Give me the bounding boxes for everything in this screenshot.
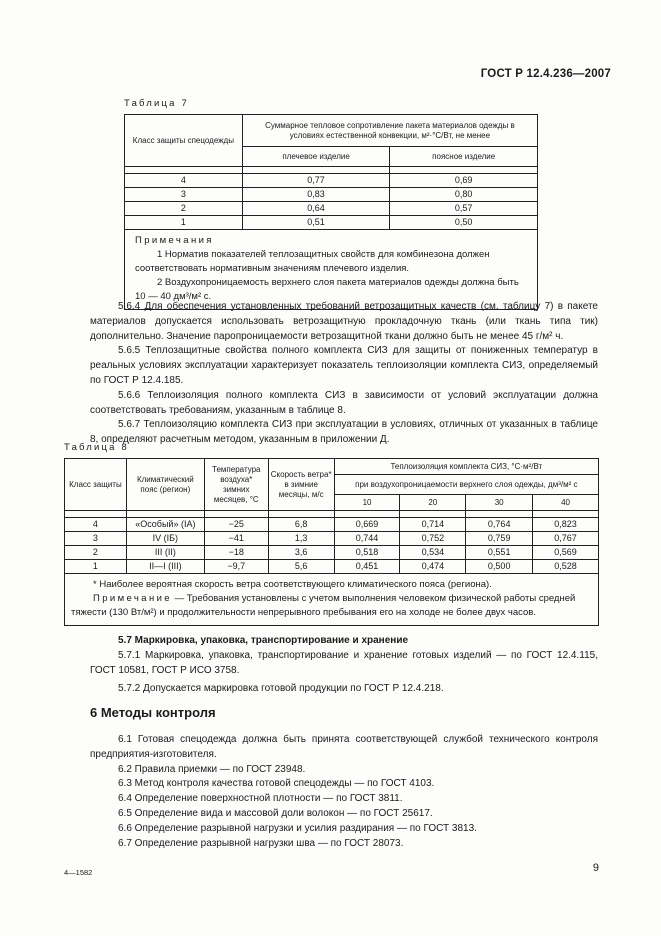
cell: −41 [204,532,268,546]
cell: −25 [204,518,268,532]
table7-col-class: Класс защиты спецодежды [125,115,243,167]
table8-note-title: Примечание [93,593,172,604]
table-row [65,518,599,532]
table8-perm-30: 30 [466,495,533,511]
paragraph-6-1: 6.1 Готовая спецодежда должна быть принята соответствующей службой технического контроля предприятия-изготовителя. [90,734,598,760]
table-row [125,216,538,230]
table-row [125,174,538,188]
cell: «Особый» (IA) [126,518,204,532]
cell: −9,7 [204,560,268,574]
cell: 0,669 [334,518,400,532]
section-6-paragraphs [90,733,598,851]
cell: 4 [125,174,243,188]
table8-caption: Таблица 8 [64,442,129,453]
cell: 1 [125,216,243,230]
cell: 3 [125,188,243,202]
table8-col-climate: Климатический пояс (регион) [126,459,204,511]
table8-col-temperature: Температура воздуха* зимних месяцев, °С [204,459,268,511]
table7-sub-waist: поясное изделие [390,147,538,167]
cell: 0,77 [242,174,390,188]
cell: 3,6 [268,546,334,560]
table8-footnote: * Наиболее вероятная скорость ветра соответствующего климатического пояса (региона). [93,579,492,590]
section-5-7-title: 5.7 Маркировка, упаковка, транспортирование и хранение [118,635,409,646]
cell: 0,569 [533,546,599,560]
table7-note-2: 2 Воздухопроницаемость верхнего слоя пакета материалов одежды должна быть 10 — 40 дм³/м² с. [135,277,519,302]
cell: 1 [65,560,127,574]
cell: 0,50 [390,216,538,230]
table8-col-wind: Скорость ветра* в зимние месяцы, м/с [268,459,334,511]
section-6-title: 6 Методы контроля [90,705,216,720]
cell: 0,518 [334,546,400,560]
cell: 0,759 [466,532,533,546]
table8-col-insulation: Теплоизоляция комплекта СИЗ, °С·м²/Вт [334,459,598,475]
cell: 0,64 [242,202,390,216]
cell: 0,823 [533,518,599,532]
table-7 [124,114,538,310]
cell: 2 [125,202,243,216]
cell: 3 [65,532,127,546]
table8-col-class: Класс защиты [65,459,127,511]
table-row [65,532,599,546]
paragraph-5-7-1: 5.7.1 Маркировка, упаковка, транспортирование и хранение готовых изделий — по ГОСТ 12.4.115, ГОСТ 10581, ГОСТ Р ИСО 3758. [90,649,598,676]
cell: 0,551 [466,546,533,560]
section-5-6-paragraphs [90,300,598,448]
table7-notes [125,230,538,310]
paragraph-5-6-6: 5.6.6 Теплоизоляция полного комплекта СИЗ в зависимости от условий эксплуатации должна соответствовать требованиям, указанным в таблице 8. [90,389,598,416]
cell: 0,764 [466,518,533,532]
page-number: 9 [592,862,599,874]
cell: 0,474 [400,560,466,574]
cell: 0,57 [390,202,538,216]
print-code: 4—1582 [64,868,93,877]
table7-sub-shoulder: плечевое изделие [242,147,390,167]
cell: 1,3 [268,532,334,546]
cell: 0,451 [334,560,400,574]
cell: 0,744 [334,532,400,546]
paragraph-6-2: 6.2 Правила приемки — по ГОСТ 23948. [118,763,306,775]
document-header: ГОСТ Р 12.4.236—2007 [480,68,611,80]
cell: 0,83 [242,188,390,202]
table8-perm-20: 20 [400,495,466,511]
table-8 [64,458,599,626]
paragraph-6-5: 6.5 Определение вида и массовой доли волокон — по ГОСТ 25617. [118,807,433,819]
table7-note-1: 1 Норматив показателей теплозащитных свойств для комбинезона должен соответствовать нормативным значениям плечевого изделия. [135,249,490,274]
cell: 4 [65,518,127,532]
cell: III (II) [126,546,204,560]
table-row [65,560,599,574]
cell: 0,714 [400,518,466,532]
table7-caption: Таблица 7 [124,98,189,109]
table8-perm-40: 40 [533,495,599,511]
paragraph-5-6-4: 5.6.4 Для обеспечения установленных требований ветрозащитных качеств (см. таблицу 7) в пакете материалов допускается использовать ветрозащитную прокладочную ткань (или ткань типа тик) дополнительно. Значение паропроницаемости ветрозащитной ткани должно быть не менее 45 г/м² ч. [90,301,598,342]
table-row [125,202,538,216]
cell: 0,528 [533,560,599,574]
cell: 0,752 [400,532,466,546]
cell: 0,500 [466,560,533,574]
cell: −18 [204,546,268,560]
paragraph-5-6-7: 5.6.7 Теплоизоляцию комплекта СИЗ при эксплуатации в условиях, отличных от указанных в таблице 8, определяют расчетным методом, указанным в приложении Д. [90,419,598,446]
cell: 5,6 [268,560,334,574]
table7-col-resistance: Суммарное тепловое сопротивление пакета материалов одежды в условиях естественной конвекции, м²·°С/Вт, не менее [242,115,537,147]
table-row [125,188,538,202]
cell: 0,534 [400,546,466,560]
cell: 6,8 [268,518,334,532]
table8-perm-10: 10 [334,495,400,511]
cell: 0,69 [390,174,538,188]
cell: II—I (III) [126,560,204,574]
table-row [65,546,599,560]
cell: 0,80 [390,188,538,202]
paragraph-6-4: 6.4 Определение поверхностной плотности — по ГОСТ 3811. [118,793,403,805]
paragraph-6-7: 6.7 Определение разрывной нагрузки шва — по ГОСТ 28073. [118,837,404,849]
cell: IV (IБ) [126,532,204,546]
table8-col-permeability: при воздухопроницаемости верхнего слоя одежды, дм³/м² с [334,475,598,495]
paragraph-6-6: 6.6 Определение разрывной нагрузки и усилия раздирания — по ГОСТ 3813. [118,822,477,834]
paragraph-5-7-2: 5.7.2 Допускается маркировка готовой продукции по ГОСТ Р 12.4.218. [118,683,444,695]
cell: 2 [65,546,127,560]
cell: 0,51 [242,216,390,230]
paragraph-5-6-5: 5.6.5 Теплозащитные свойства полного комплекта СИЗ для защиты от пониженных температур в реальных условиях эксплуатации характеризует показатель теплоизоляции комплекта СИЗ, определяемый по ГОСТ Р 12.4.185. [90,345,598,386]
cell: 0,767 [533,532,599,546]
paragraph-6-3: 6.3 Метод контроля качества готовой спецодежды — по ГОСТ 4103. [118,778,435,790]
table7-notes-title: Примечания [135,235,214,246]
table8-notes [65,574,599,626]
table8-note-text: — Требования установлены с учетом выполнения человеком физической работы средней тяжести (130 Вт/м²) и продолжительности непрерывного пребывания его на холоде не более двух часов. [71,593,576,618]
section-5-7 [90,634,598,697]
